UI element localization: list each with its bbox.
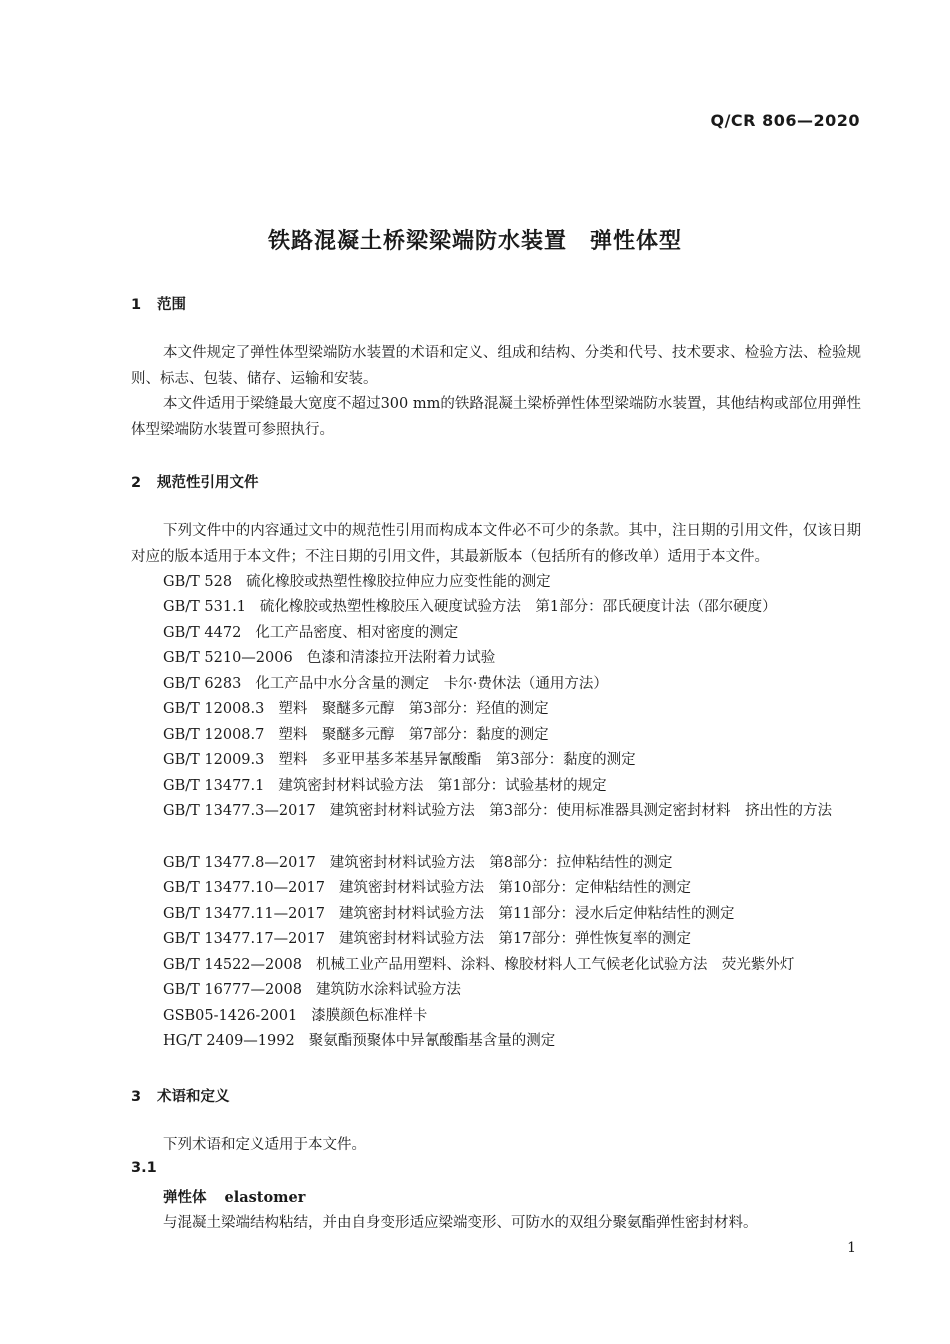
reference-title: 化工产品密度、相对密度的测定 (255, 625, 459, 641)
reference-item (131, 799, 861, 825)
reference-item (163, 927, 863, 953)
reference-code: GB/T 4472 (163, 625, 242, 641)
reference-code: GB/T 13477.11—2017 (163, 906, 325, 922)
reference-title: 建筑防水涂料试验方法 (315, 982, 461, 998)
section-title: 范围 (157, 297, 186, 313)
reference-item (163, 774, 863, 800)
reference-code: GB/T 528 (163, 574, 233, 590)
reference-title: 塑料 多亚甲基多苯基异氰酸酯 第3部分：黏度的测定 (278, 752, 636, 768)
reference-title: 建筑密封材料试验方法 第11部分：浸水后定伸粘结性的测定 (339, 906, 735, 922)
reference-title: 建筑密封材料试验方法 第10部分：定伸粘结性的测定 (339, 880, 691, 896)
section-title: 术语和定义 (157, 1089, 230, 1105)
section-number: 3 (131, 1089, 142, 1105)
reference-code: HG/T 2409—1992 (163, 1033, 295, 1049)
reference-item (163, 672, 863, 698)
reference-title: 聚氨酯预聚体中异氰酸酯基含量的测定 (308, 1033, 556, 1049)
reference-code: GB/T 12008.3 (163, 701, 265, 717)
reference-item (163, 748, 863, 774)
reference-item (163, 595, 863, 621)
reference-code: GB/T 6283 (163, 676, 242, 692)
scope-paragraph-1: 本文件规定了弹性体型梁端防水装置的术语和定义、组成和结构、分类和代号、技术要求、检验方法、检验规则、标志、包装、储存、运输和安装。 (131, 345, 861, 387)
reference-code: GSB05-1426-2001 (163, 1008, 298, 1024)
term-number: 3.1 (131, 1160, 157, 1176)
reference-item (163, 570, 863, 596)
reference-item (163, 851, 863, 877)
reference-title: 建筑密封材料试验方法 第1部分：试验基材的规定 (278, 778, 607, 794)
reference-title: 化工产品中水分含量的测定 卡尔·费休法（通用方法） (255, 676, 608, 692)
reference-title: 机械工业产品用塑料、涂料、橡胶材料人工气候老化试验方法 荧光紫外灯 (315, 957, 795, 973)
references-intro: 下列文件中的内容通过文中的规范性引用而构成本文件必不可少的条款。其中，注日期的引用文件，仅该日期对应的版本适用于本文件；不注日期的引用文件，其最新版本（包括所有的修改单）适用于本文件。 (131, 523, 861, 565)
reference-code: GB/T 531.1 (163, 599, 246, 615)
reference-code: GB/T 16777—2008 (163, 982, 302, 998)
reference-item (163, 621, 863, 647)
reference-title: 硫化橡胶或热塑性橡胶拉伸应力应变性能的测定 (246, 574, 551, 590)
reference-item (163, 697, 863, 723)
section-number: 2 (131, 475, 142, 491)
reference-item (163, 953, 863, 979)
terms-intro: 下列术语和定义适用于本文件。 (163, 1137, 366, 1153)
reference-title: 塑料 聚醚多元醇 第3部分：羟值的测定 (278, 701, 549, 717)
reference-code: GB/T 13477.8—2017 (163, 855, 316, 871)
reference-title: 建筑密封材料试验方法 第3部分：使用标准器具测定密封材料 挤出性的方法 (329, 803, 833, 819)
reference-title: 漆膜颜色标准样卡 (311, 1008, 428, 1024)
reference-code: GB/T 12009.3 (163, 752, 265, 768)
reference-title: 硫化橡胶或热塑性橡胶压入硬度试验方法 第1部分：邵氏硬度计法（邵尔硬度） (259, 599, 777, 615)
scope-paragraph-2: 本文件适用于梁缝最大宽度不超过300 mm的铁路混凝土梁桥弹性体型梁端防水装置，其他结构或部位用弹性体型梁端防水装置可参照执行。 (131, 396, 861, 438)
reference-code: GB/T 13477.10—2017 (163, 880, 325, 896)
term-english: elastomer (224, 1189, 306, 1206)
reference-code: GB/T 13477.3—2017 (163, 803, 316, 819)
section-3-heading (131, 1085, 230, 1106)
term-definition: 与混凝土梁端结构粘结，并由自身变形适应梁端变形、可防水的双组分聚氨酯弹性密封材料。 (163, 1215, 758, 1231)
section-title: 规范性引用文件 (157, 475, 259, 491)
reference-code: GB/T 5210—2006 (163, 650, 293, 666)
reference-item (163, 902, 863, 928)
reference-title: 建筑密封材料试验方法 第17部分：弹性恢复率的测定 (339, 931, 691, 947)
section-1-heading (131, 293, 186, 314)
reference-code: GB/T 13477.17—2017 (163, 931, 325, 947)
reference-item (163, 978, 863, 1004)
reference-title: 建筑密封材料试验方法 第8部分：拉伸粘结性的测定 (329, 855, 673, 871)
reference-code: GB/T 13477.1 (163, 778, 265, 794)
reference-item (163, 1029, 863, 1055)
reference-item (163, 876, 863, 902)
reference-title: 塑料 聚醚多元醇 第7部分：黏度的测定 (278, 727, 549, 743)
reference-code: GB/T 14522—2008 (163, 957, 302, 973)
section-number: 1 (131, 297, 142, 313)
reference-item (163, 646, 863, 672)
reference-item (163, 1004, 863, 1030)
reference-title: 色漆和清漆拉开法附着力试验 (306, 650, 496, 666)
document-title: 铁路混凝土桥梁梁端防水装置 弹性体型 (267, 229, 682, 254)
standard-code: Q/CR 806—2020 (710, 111, 860, 130)
reference-code: GB/T 12008.7 (163, 727, 265, 743)
page-number: 1 (847, 1240, 856, 1256)
section-2-heading (131, 471, 259, 492)
reference-item (163, 723, 863, 749)
term-name (163, 1186, 305, 1207)
term-chinese: 弹性体 (163, 1190, 207, 1206)
